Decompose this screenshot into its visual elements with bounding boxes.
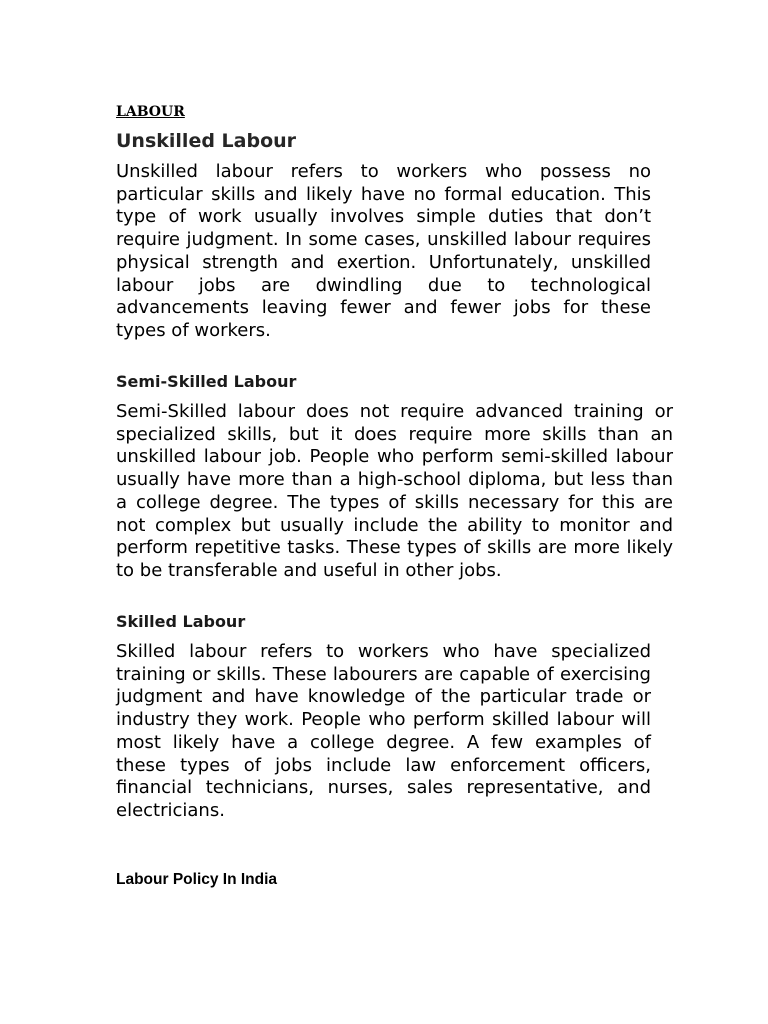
- section-body-skilled: Skilled labour refers to workers who have specialized training or skills. These labourers are capable of exercising judgment and have knowledge of the particular trade or industry they work. People who perform skilled labour will most likely have a college degree. A few examples of these types of jobs include law enforcement officers, financial technicians, nurses, sales representative, and electricians.: [116, 641, 651, 821]
- section-body-semi-skilled: Semi-Skilled labour does not require advanced training or specialized skills, but it does require more skills than an unskilled labour job. People who perform semi-skilled labour usually have more than a high-school diploma, but less than a college degree. The types of skills necessary for this are not complex but usually include the ability to monitor and perform repetitive tasks. These types of skills are more likely to be transferable and useful in other jobs.: [116, 401, 673, 581]
- section-title-semi-skilled: Semi-Skilled Labour: [116, 372, 297, 391]
- document-heading: LABOUR: [116, 104, 185, 120]
- section-title-unskilled: Unskilled Labour: [116, 130, 297, 152]
- section-title-skilled: Skilled Labour: [116, 612, 246, 631]
- section-body-unskilled: Unskilled labour refers to workers who possess no particular skills and likely have no formal education. This type of work usually involves simple duties that don’t require judgment. In some cases, unskilled labour requires physical strength and exertion. Unfortunately, unskilled labour jobs are dwindling due to technological advancements leaving fewer and fewer jobs for these types of workers.: [116, 161, 651, 341]
- labour-policy-heading: Labour Policy In India: [116, 871, 278, 888]
